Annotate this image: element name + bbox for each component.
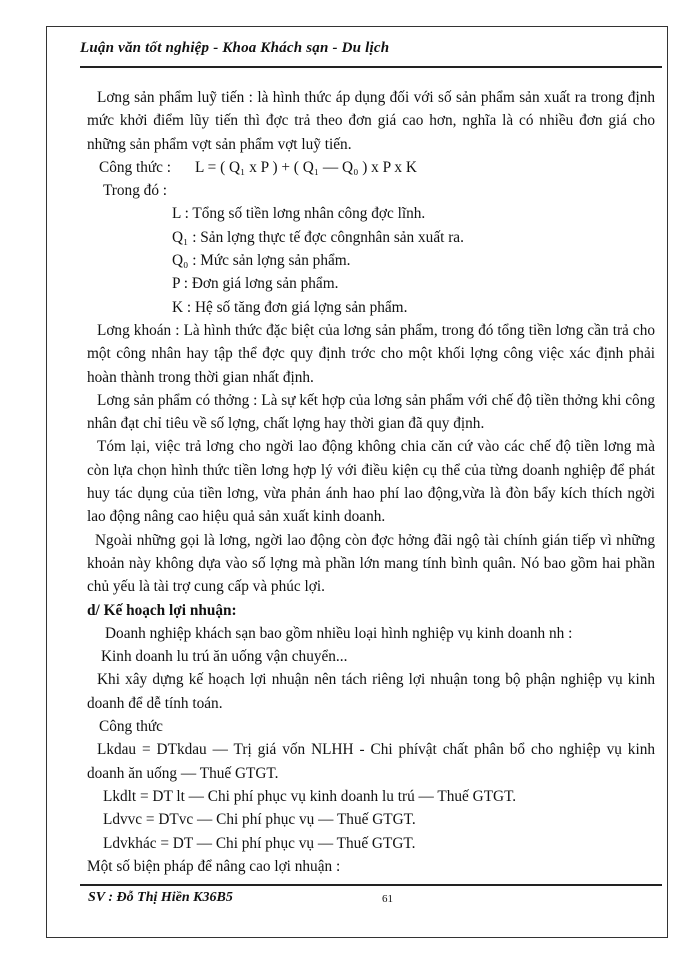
paragraph: Tóm lại, việc trả lơng cho ngời lao động không chia căn cứ vào các chế độ tiền lơng mà còn lựa chọn hình thức tiền lơng hợp lý với điều kiện cụ thể của từng doanh nghiệp để phát huy tác dụng của tiền lơng, vừa phản ánh hao phí lao động,vừa là đòn bẩy kích thích ngời lao động nâng cao hiệu quả sản xuất kinh doanh. [87,438,655,526]
paragraph: Lơng sản phẩm có thởng : Là sự kết hợp của lơng sản phẩm với chế độ tiền thởng khi công nhân đạt chỉ tiêu về số lợng, chất lợng hay thời gian đã quy định. [87,391,655,433]
paragraph: Ngoài những gọi là lơng, ngời lao động còn đợc hởng đãi ngộ tài chính gián tiếp vì những khoản này không dựa vào số lợng mà phần lớn mang tính bình quân. Nó bao gồm hai phần chủ yếu là tài trợ cung cấp và phúc lợi. [87,531,655,596]
paragraph: Công thức [99,718,163,736]
page-number: 61 [382,893,393,905]
page-header-title: Luận văn tốt nghiệp - Khoa Khách sạn - Du lịch [80,40,390,56]
paragraph: P : Đơn giá lơng sản phẩm. [172,275,339,293]
formula-line [87,156,655,179]
paragraph: Doanh nghiệp khách sạn bao gồm nhiều loại hình nghiệp vụ kinh doanh nh : [105,624,573,642]
paragraph: Ldvkhác = DT — Chi phí phục vụ — Thuế GTGT. [103,834,416,852]
paragraph: Q₁ : Sản lợng thực tế đợc côngnhân sản xuất ra. [172,228,464,246]
paragraph: Lkdau = DTkdau — Trị giá vốn NLHH - Chi phívật chất phân bổ cho nghiệp vụ kinh doanh ăn uống — Thuế GTGT. [87,741,655,782]
paragraph: L : Tổng số tiền lơng nhân công đợc lĩnh. [172,205,426,223]
formula-label: Công thức : [99,158,172,176]
paragraph: K : Hệ số tăng đơn giá lợng sản phẩm. [172,298,408,316]
paragraph: Lơng khoán : Là hình thức đặc biệt của lơng sản phẩm, trong đó tổng tiền lơng cần trả cho một công nhân hay tập thể đợc quy định trớc cho một khối lợng công việc xác định phải hoàn thành trong thời gian nhất định. [87,321,655,386]
paragraph: Một số biện pháp để nâng cao lợi nhuận : [87,857,341,875]
paragraph: Ldvvc = DTvc — Chi phí phục vụ — Thuế GTGT. [103,811,416,829]
paragraph: Khi xây dựng kế hoạch lợi nhuận nên tách riêng lợi nhuận tong bộ phận nghiệp vụ kinh doanh để dễ tính toán. [87,671,655,712]
footer-author: SV : Đỗ Thị Hiền K36B5 [88,890,233,905]
section-heading: d/ Kế hoạch lợi nhuận: [87,601,237,619]
paragraph: Trong đó : [103,182,168,200]
document-body [87,86,655,878]
paragraph: Lkdlt = DT lt — Chi phí phục vụ kinh doanh lu trú — Thuế GTGT. [103,787,517,805]
formula-expression: L = ( Q₁ x P ) + ( Q₁ — Q₀ ) x P x K [195,158,417,176]
paragraph: Kinh doanh lu trú ăn uống vận chuyển... [101,648,348,666]
paragraph: Q₀ : Mức sản lợng sản phẩm. [172,252,351,270]
footer-divider [80,884,662,886]
paragraph: Lơng sản phẩm luỹ tiến : là hình thức áp dụng đối với số sản phẩm sản xuất ra trong định mức khởi điểm lũy tiến thì đợc trả theo đơn giá cao hơn, nghĩa là có nhiều đơn giá cho những sản phẩm vợt sản phẩm vợt luỹ tiến. [87,89,655,153]
header-divider [80,66,662,68]
